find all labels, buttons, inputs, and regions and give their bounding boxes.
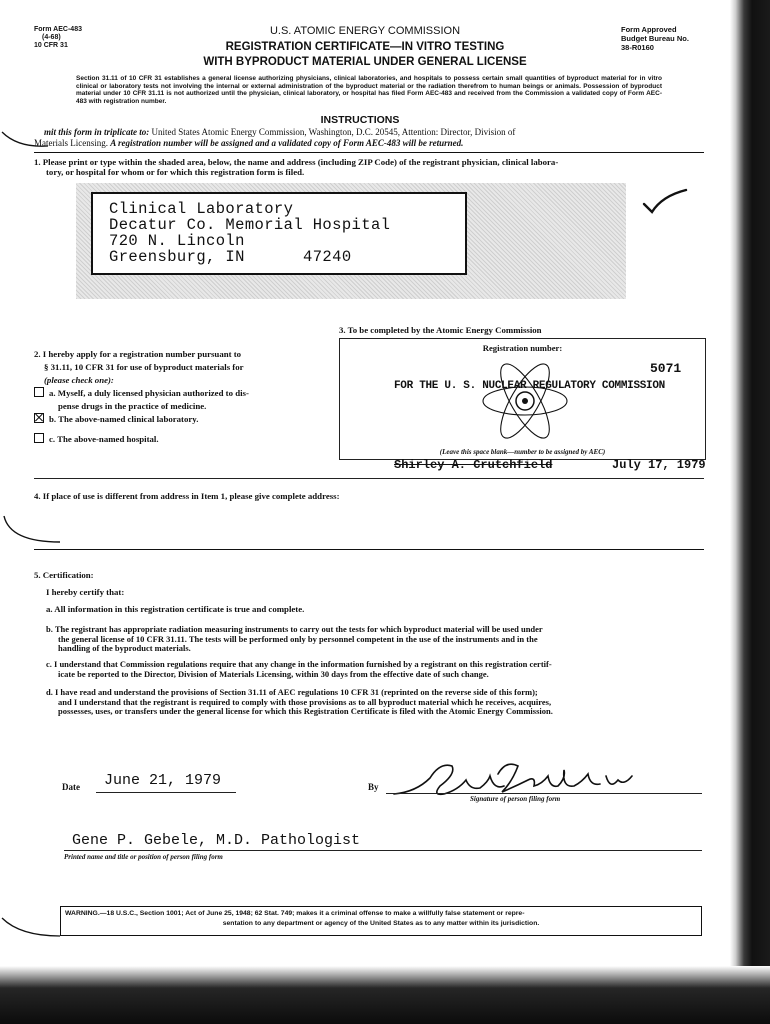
check-mark-icon [640,186,690,216]
aec-blank-note: (Leave this space blank—number to be assigned by AEC) [439,448,606,456]
item4-label: 4. If place of use is different from address in Item 1, please give complete address: [34,491,340,501]
atom-logo-icon [480,355,570,445]
section-rule-1 [34,478,704,479]
instructions-line2-start: Materials Licensing. [34,138,111,148]
instructions-lead: mit this form in triplicate to: [44,127,150,137]
instructions-line2-italic: A registration number will be assigned and a validated copy of Form AEC-483 will be returned. [110,138,464,148]
item1-label-cont: tory, or hospital for whom or for which this registration form is filed. [46,167,305,177]
form-title-line1: REGISTRATION CERTIFICATE—IN VITRO TESTING [225,41,505,53]
form-rev: (4-68) [42,34,61,41]
cert-c-line2: icate be reported to the Director, Division of Materials Licensing, within 30 days from the effective date of such change. [58,668,489,679]
date-value[interactable]: June 21, 1979 [104,772,222,789]
nrc-stamp: FOR THE U. S. NUCLEAR REGULATORY COMMISSION [394,380,665,392]
cert-b-line1: b. The registrant has appropriate radiation measuring instruments to carry out the tests for which byproduct material will be used under [46,624,543,634]
signature-caption: Signature of person filing form [470,795,561,803]
checkbox-hospital[interactable] [34,433,44,443]
item2-line1: 2. I hereby apply for a registration number pursuant to [34,349,242,359]
form-cfr: 10 CFR 31 [34,42,68,49]
date-line [96,792,236,793]
by-label: By [368,782,379,792]
approval-line3: 38-R0160 [621,43,654,52]
registration-number-label: Registration number: [482,343,563,353]
certify-intro: I hereby certify that: [46,587,125,597]
aec-signed-date: July 17, 1979 [612,458,706,472]
printed-name-line [64,850,702,851]
instructions-rule [34,152,704,153]
cert-d-line2: and I understand that the registrant is required to comply with those provisions as to all byproduct material which he receives, acquires, [58,696,552,707]
instructions-rest: United States Atomic Energy Commission, Washington, D.C. 20545, Attention: Director, Division of [149,127,516,137]
printed-name-caption: Printed name and title or position of person filing form [64,853,223,861]
margin-curve-mark-3 [0,910,66,944]
item2-line2: § 31.11, 10 CFR 31 for use of byproduct materials for [44,362,244,372]
item1-label: 1. Please print or type within the shaded area, below, the name and address (including ZIP Code) of the registrant physician, clinical labora- [34,157,559,167]
address-line-3: 720 N. Lincoln [109,232,245,250]
opt-c-label: c. The above-named hospital. [49,434,159,444]
form-title-line2: WITH BYPRODUCT MATERIAL UNDER GENERAL LICENSE [203,56,527,68]
cert-b-line3: handling of the byproduct materials. [58,643,191,654]
checkbox-physician[interactable] [34,387,44,397]
cert-a: a. All information in this registration certificate is true and complete. [46,604,305,614]
intro-paragraph: Section 31.11 of 10 CFR 31 establishes a general license authorizing physicians, clinical laboratories, and hospitals to possess certain small quantities of byproduct material for in vitro clinical or laboratory tests not involving the internal or external administration of the byproduct material or the radiation therefrom to human beings or animals. Possession of byproduct material under 10 CFR 31.11 is not authorized until the physician, clinical laboratory, or hospital has filed Form AEC-483 and received from the Commission a validated copy of Form AEC-483 with registration number. [76,75,662,105]
address-line-4: Greensburg, IN 47240 [109,248,352,266]
aec-signer-name: Shirley A. Crutchfield [394,458,553,472]
warning-line2: sentation to any department or agency of the United States as to any matter within its jurisdiction. [222,920,540,927]
agency-name: U.S. ATOMIC ENERGY COMMISSION [269,25,461,37]
checkbox-clinical-lab[interactable] [34,413,44,423]
place-of-use-line[interactable] [34,549,704,550]
cert-d [46,688,706,717]
opt-a-label: a. Myself, a duly licensed physician authorized to dis- [49,388,249,398]
scan-edge-bottom [0,966,770,1024]
cert-b [46,625,706,654]
approval-line1: Form Approved [621,25,677,34]
warning-box [60,906,702,936]
cert-b-line2: the general license of 10 CFR 31.11. The tests will be performed only by personnel competent in the use of the instruments and in the [58,633,538,644]
scan-edge-right [730,0,770,1024]
printed-name-value[interactable]: Gene P. Gebele, M.D. Pathologist [72,832,361,849]
address-line-1: Clinical Laboratory [109,200,294,218]
cert-d-line3: possesses, uses, or transfers under the general license for which this Registration Certificate is filed with the Atomic Energy Commission. [58,706,553,717]
item2-block [34,348,334,446]
approval-line2: Budget Bureau No. [621,34,689,43]
margin-curve-mark-2 [0,512,70,552]
registration-number: 5071 [650,361,682,376]
instructions-line2 [34,139,714,149]
instructions-heading: INSTRUCTIONS [320,114,400,126]
signature-line [386,793,702,794]
address-line-2: Decatur Co. Memorial Hospital [109,216,391,234]
item3-label: 3. To be completed by the Atomic Energy Commission [339,325,542,335]
form-id-block [34,26,82,50]
opt-b-label: b. The above-named clinical laboratory. [49,414,199,424]
item5-label: 5. Certification: [34,570,94,580]
approval-block [621,25,689,52]
warning-line1: WARNING.—18 U.S.C., Section 1001; Act of June 25, 1948; 62 Stat. 749; makes it a criminal offense to make a willfully false statement or repre- [65,910,525,917]
cert-c-line1: c. I understand that Commission regulations require that any change in the information furnished by a registrant on this registration certif- [46,659,552,669]
date-label: Date [62,782,80,792]
cert-c [46,660,706,679]
address-box [91,192,467,275]
aec-registration-box [339,338,706,460]
opt-a-label-cont: pense drugs in the practice of medicine. [58,401,207,411]
instructions-line1 [44,128,714,138]
item2-line3: (please check one): [44,375,114,385]
cert-d-line1: d. I have read and understand the provisions of Section 31.11 of AEC regulations 10 CFR 31 (reprinted on the reverse side of this form); [46,687,538,697]
form-id: Form AEC-483 [34,26,82,33]
margin-curve-mark [0,128,50,154]
